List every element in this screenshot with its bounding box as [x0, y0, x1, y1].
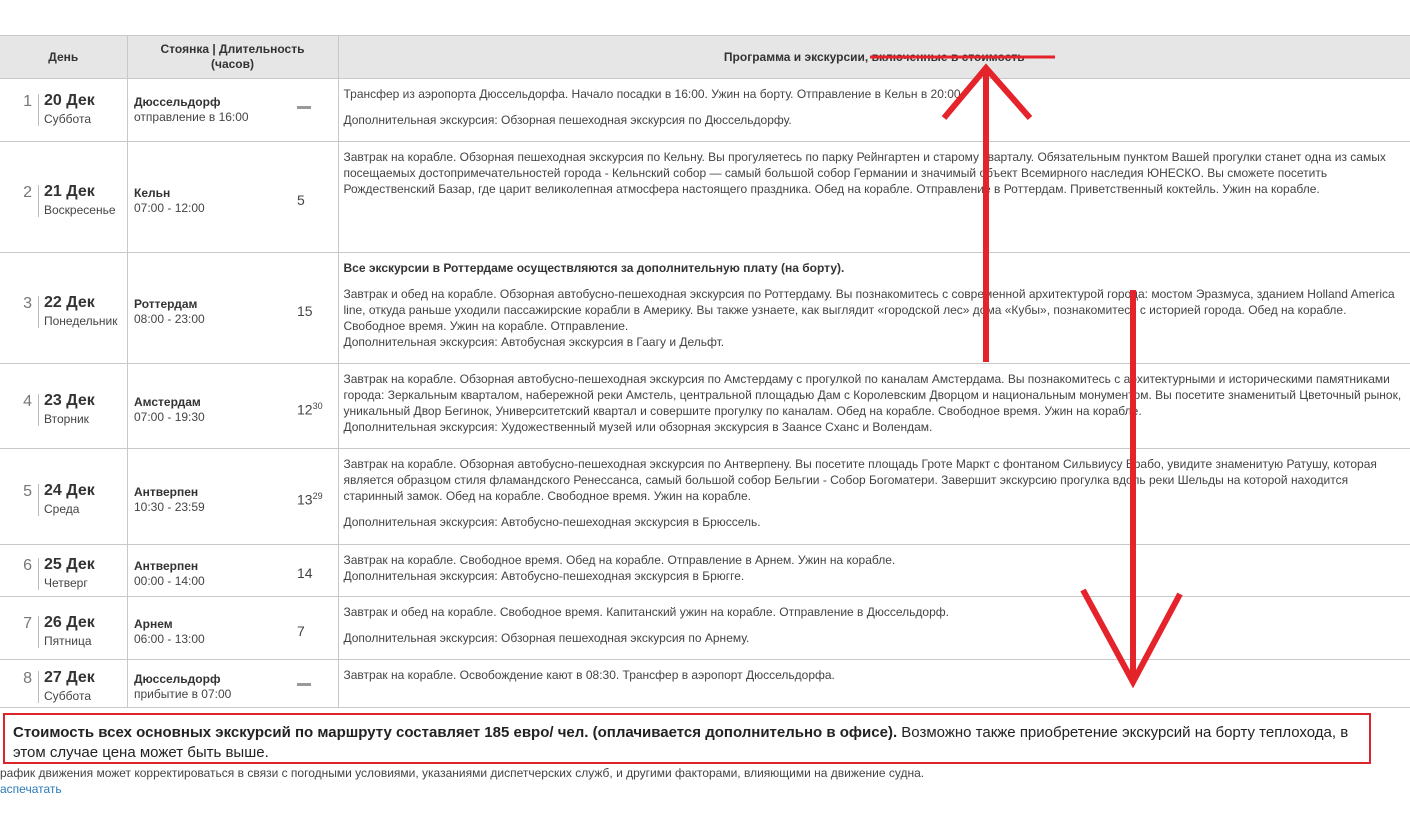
port-name: Дюссельдорф — [134, 672, 221, 686]
header-day: День — [0, 36, 127, 79]
day-date: 21 Дек — [44, 183, 95, 200]
program-text: Завтрак и обед на корабле. Обзорная автобусно-пешеходная экскурсия по Роттердаму. Вы познакомитесь с современной архитектурой города: мостом Эразмуса, зданием Holland America line, откуда раньше уходили пассажирские корабли в Америку. Вы также узнаете, как выглядит «городской лес» дома «Кубы», познакомитесь с историей города. Обед на корабле. Свободное время. Ужин на корабле. Отправление. — [343, 287, 1395, 333]
duration-hours — [297, 623, 305, 639]
duration-value: 7 — [297, 623, 305, 639]
day-number: 3 — [23, 295, 32, 312]
table-row — [0, 142, 1410, 253]
price-notice-bold: Стоимость всех основных экскурсий по маршруту составляет 185 евро/ чел. (оплачивается дополнительно в офисе). — [13, 724, 898, 741]
day-weekday: Среда — [44, 502, 80, 516]
itinerary-table — [0, 35, 1410, 708]
port-name: Роттердам — [134, 297, 198, 311]
program-text: Завтрак на корабле. Обзорная автобусно-пешеходная экскурсия по Антверпену. Вы посетите площадь Гроте Маркт с фонтаном Сильвиусу Брабо, увидите знаменитую Ратушу, которая является образцом стиля фламандского Ренессанса, самый большой собор Бельгии - Собор Богоматери. Завершит экскурсию прогулка вдоль реки Шельды на которой находится старинный замок. Обед на корабле. Свободное время. Ужин на корабле. — [343, 457, 1377, 503]
table-row — [0, 449, 1410, 545]
extra-excursion-text: Дополнительная экскурсия: Обзорная пешеходная экскурсия по Дюссельдорфу. — [343, 113, 792, 127]
print-link[interactable]: аспечатать — [0, 782, 62, 796]
duration-value: 15 — [297, 303, 313, 319]
port-name: Антверпен — [134, 559, 199, 573]
program-cell — [338, 142, 1410, 253]
table-header-row — [0, 36, 1410, 79]
port-time: прибытие в 07:00 — [134, 687, 232, 701]
day-date: 26 Дек — [44, 614, 95, 631]
port-name: Амстердам — [134, 395, 201, 409]
table-row — [0, 253, 1410, 364]
day-date: 22 Дек — [44, 294, 95, 311]
day-weekday: Вторник — [44, 412, 89, 426]
program-text: Завтрак на корабле. Обзорная пешеходная экскурсия по Кельну. Вы прогуляетесь по парку Рейнгартен и старому кварталу. Обязательным пунктом Вашей прогулки станет одна из самых посещаемых достопримечательностей города - Кельнский собор — самый большой собор Германии и значимый объект Всемирного наследия ЮНЕСКО. Вы сможете посетить Рождественский Базар, где царит великолепная атмосфера настоящего праздника. Обед на корабле. Отправление в Роттердам. Приветственный коктейль. Ужин на корабле. — [343, 150, 1386, 196]
program-cell — [338, 79, 1410, 142]
duration-minutes: 29 — [312, 491, 323, 501]
duration-minutes: 30 — [312, 401, 323, 411]
program-text: Завтрак на корабле. Обзорная автобусно-пешеходная экскурсия по Амстердаму с прогулкой по каналам Амстердама. Вы познакомитесь с архитектурными и историческими памятниками города: Зеркальным кварталом, набережной реки Амстель, центральной площадью Дам с Королевским Дворцом и национальным монументом. Вы посетите знаменитый Цветочный рынок, уникальный Двор Бегинок, Университетский квартал и совершите прогулку по каналам. Обед на корабле. Свободное время. Ужин на корабле. — [343, 372, 1402, 418]
header-program-label: Программа и экскурсии, включенные в стоимость — [723, 49, 1025, 64]
program-cell — [338, 364, 1410, 449]
port-name: Арнем — [134, 617, 173, 631]
excursion-price-notice — [3, 713, 1371, 764]
extra-excursion-text: Дополнительная экскурсия: Автобусная экскурсия в Гаагу и Дельфт. — [343, 335, 725, 349]
day-number: 2 — [23, 184, 32, 201]
day-weekday: Суббота — [44, 112, 91, 126]
program-text: Завтрак и обед на корабле. Свободное время. Капитанский ужин на корабле. Отправление в Дюссельдорф. — [343, 605, 949, 619]
day-number: 4 — [23, 393, 32, 410]
day-number: 8 — [23, 670, 32, 687]
program-cell — [338, 545, 1410, 597]
duration-hours — [297, 401, 323, 418]
port-name: Дюссельдорф — [134, 95, 221, 109]
extra-excursion-text: Дополнительная экскурсия: Автобусно-пешеходная экскурсия в Брюссель. — [343, 515, 761, 529]
duration-dash — [297, 683, 311, 686]
extra-excursion-text: Дополнительная экскурсия: Художественный музей или обзорная экскурсия в Заансе Сханс и Волендам. — [343, 420, 933, 434]
day-weekday: Воскресенье — [44, 203, 116, 217]
day-weekday: Четверг — [44, 576, 88, 590]
day-number: 6 — [23, 557, 32, 574]
day-weekday: Пятница — [44, 634, 92, 648]
duration-hours — [297, 491, 323, 508]
port-name: Антверпен — [134, 485, 199, 499]
day-date: 25 Дек — [44, 556, 95, 573]
day-date: 27 Дек — [44, 669, 95, 686]
header-stop — [127, 36, 338, 79]
port-time: 06:00 - 13:00 — [134, 632, 205, 646]
day-weekday: Суббота — [44, 689, 91, 703]
port-time: 10:30 - 23:59 — [134, 500, 205, 514]
table-row — [0, 545, 1410, 597]
program-cell — [338, 449, 1410, 545]
day-separator — [38, 394, 40, 426]
day-date: 24 Дек — [44, 482, 95, 499]
duration-value: 14 — [297, 565, 313, 581]
duration-value: 5 — [297, 192, 305, 208]
port-time: 07:00 - 19:30 — [134, 410, 205, 424]
port-time: отправление в 16:00 — [134, 110, 249, 124]
day-date: 23 Дек — [44, 392, 95, 409]
table-row — [0, 597, 1410, 660]
day-number: 5 — [23, 483, 32, 500]
day-separator — [38, 185, 40, 217]
duration-value: 12 — [297, 401, 313, 418]
table-row — [0, 364, 1410, 449]
price-notice-text: Возможно также приобретение экскурсий на борту теплохода, в этом случае цена может быть выше. — [13, 724, 1349, 761]
duration-hours — [297, 303, 313, 319]
extra-excursion-text: Дополнительная экскурсия: Автобусно-пешеходная экскурсия в Брюгге. — [343, 569, 745, 583]
port-time: 07:00 - 12:00 — [134, 201, 205, 215]
day-number: 1 — [23, 93, 32, 110]
program-cell — [338, 597, 1410, 660]
duration-value: 13 — [297, 491, 313, 508]
day-weekday: Понедельник — [44, 314, 118, 328]
day-number: 7 — [23, 615, 32, 632]
extra-excursion-text: Дополнительная экскурсия: Обзорная пешеходная экскурсия по Арнему. — [343, 631, 750, 645]
duration-hours — [297, 565, 313, 581]
program-cell — [338, 660, 1410, 708]
duration-dash — [297, 106, 311, 109]
day-separator — [38, 671, 40, 703]
port-time: 08:00 - 23:00 — [134, 312, 205, 326]
program-text: Трансфер из аэропорта Дюссельдорфа. Начало посадки в 16:00. Ужин на борту. Отправление в Кельн в 20:00 — [343, 87, 961, 101]
day-separator — [38, 484, 40, 516]
port-time: 00:00 - 14:00 — [134, 574, 205, 588]
header-stop-label: Стоянка | Длительность (часов) — [160, 42, 305, 71]
day-separator — [38, 296, 40, 328]
day-separator — [38, 94, 40, 126]
schedule-disclaimer: рафик движения может корректироваться в связи с погодными условиями, указаниями диспетчерских служб, и другими факторами, влияющими на движение судна. — [0, 766, 925, 780]
day-separator — [38, 558, 40, 590]
program-note-bold: Все экскурсии в Роттердаме осуществляются за дополнительную плату (на борту). — [343, 261, 845, 275]
port-name: Кельн — [134, 186, 171, 200]
day-date: 20 Дек — [44, 92, 95, 109]
duration-hours — [297, 192, 305, 208]
program-text: Завтрак на корабле. Освобождение кают в 08:30. Трансфер в аэропорт Дюссельдорфа. — [343, 668, 835, 682]
header-program — [338, 36, 1410, 79]
program-text: Завтрак на корабле. Свободное время. Обед на корабле. Отправление в Арнем. Ужин на корабле. — [343, 553, 896, 567]
program-cell — [338, 253, 1410, 364]
day-separator — [38, 616, 40, 648]
